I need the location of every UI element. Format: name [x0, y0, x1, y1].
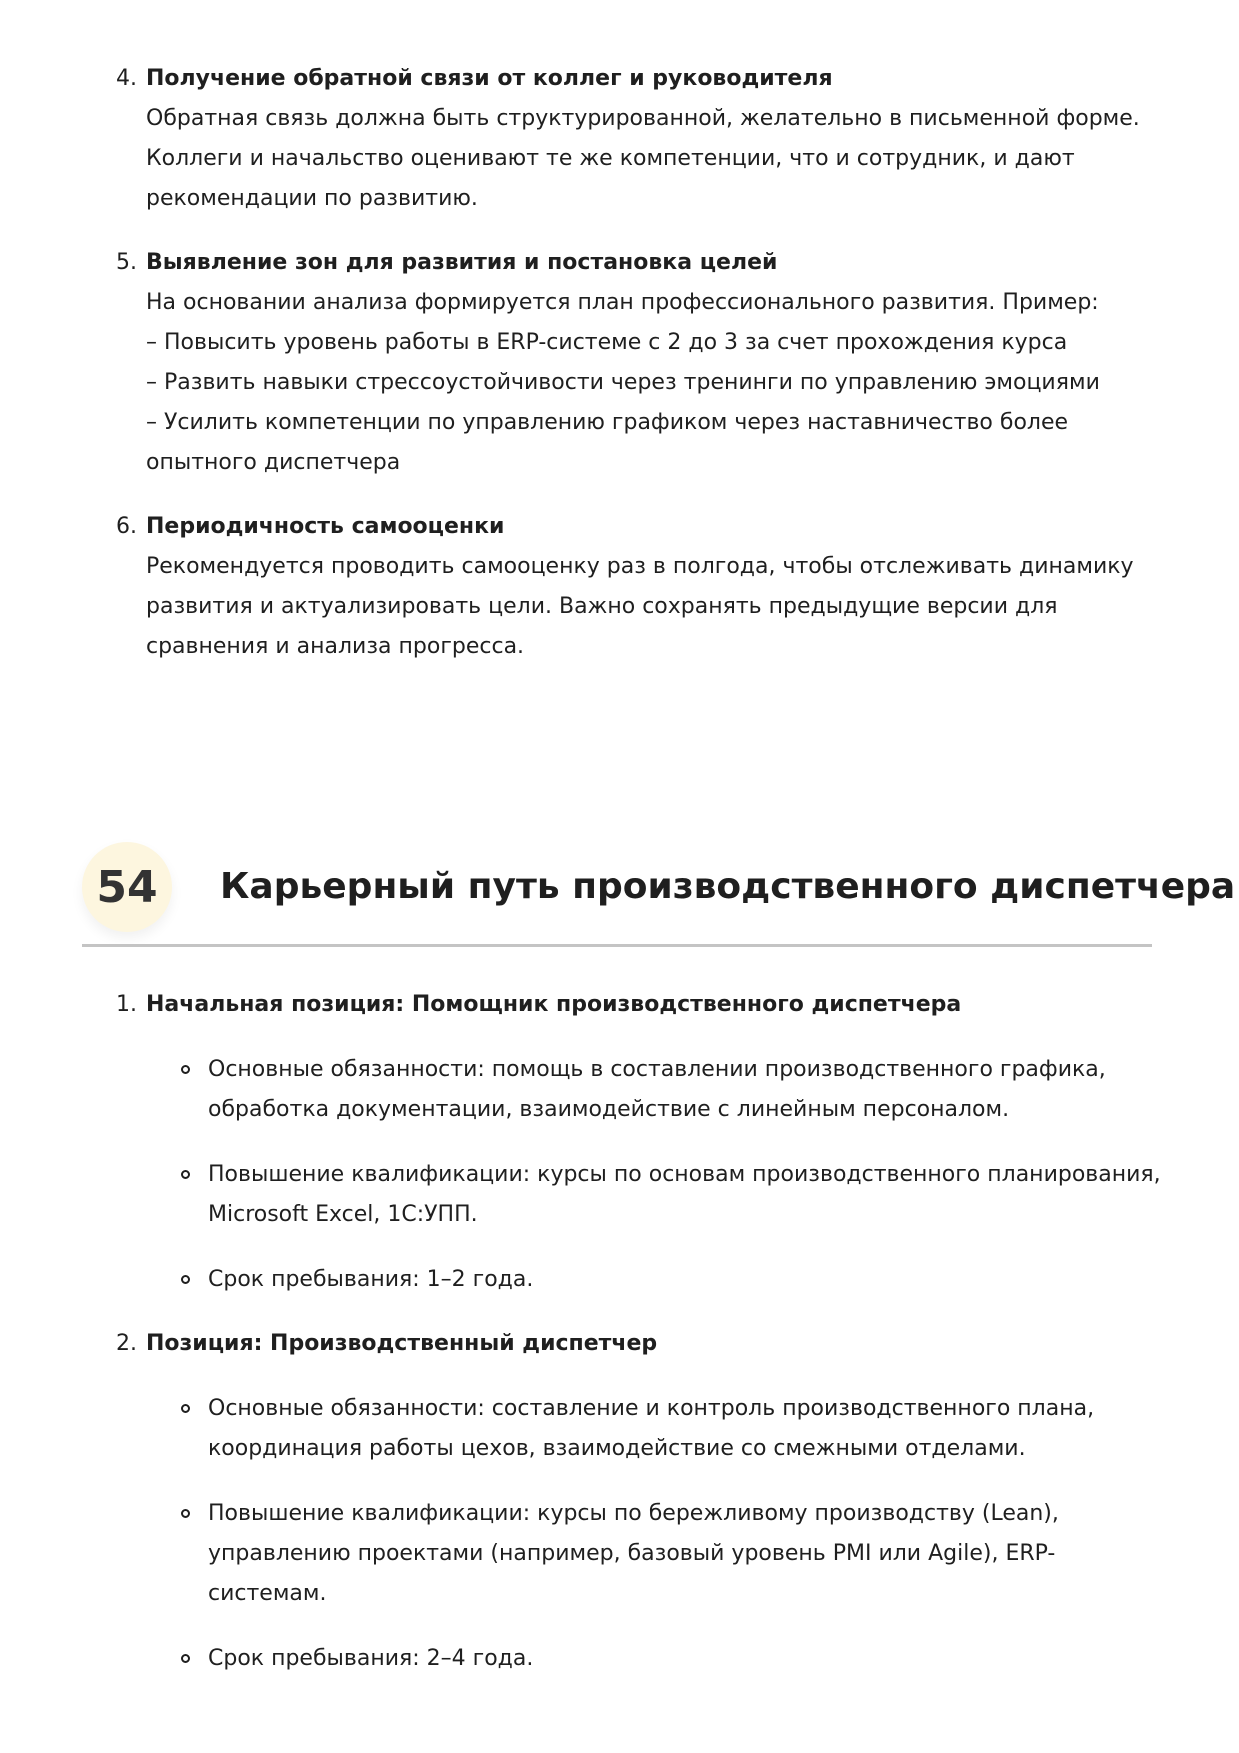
list-item-number: 1.: [116, 992, 137, 1017]
list-item: [0, 243, 1140, 483]
list-item-text-line: Рекомендуется проводить самооценку раз в полгода, чтобы отслеживать динамику: [146, 554, 1134, 579]
circle-bullet-icon: [181, 1275, 190, 1284]
bullet-text-line: Основные обязанности: составление и контроль производственного плана,: [208, 1396, 1095, 1421]
bullet-text-line: Срок пребывания: 2–4 года.: [208, 1646, 534, 1671]
list-item-number: 5.: [116, 250, 137, 275]
list-item-text-line: сравнения и анализа прогресса.: [146, 634, 525, 659]
circle-bullet-icon: [181, 1654, 190, 1663]
bullet-text-line: Срок пребывания: 1–2 года.: [208, 1267, 534, 1292]
list-item-title: Получение обратной связи от коллег и руководителя: [146, 66, 833, 91]
list-item-text-line: развития и актуализировать цели. Важно сохранять предыдущие версии для: [146, 594, 1058, 619]
bullet-item: [146, 1260, 1161, 1300]
list-item-number: 6.: [116, 514, 137, 539]
list-item-title: Выявление зон для развития и постановка целей: [146, 250, 778, 275]
bullet-text-line: Повышение квалификации: курсы по бережливому производству (Lean),: [208, 1501, 1059, 1526]
circle-bullet-icon: [181, 1065, 190, 1074]
bullet-text-line: обработка документации, взаимодействие с линейным персоналом.: [208, 1097, 1010, 1122]
bullet-item: [146, 1639, 1161, 1679]
list-item-text-line: Обратная связь должна быть структурированной, желательно в письменной форме.: [146, 106, 1140, 131]
bullet-text-line: Microsoft Excel, 1С:УПП.: [208, 1202, 478, 1227]
list-item-title: Начальная позиция: Помощник производственного диспетчера: [146, 992, 962, 1017]
circle-bullet-icon: [181, 1509, 190, 1518]
bullet-list: [146, 1050, 1161, 1300]
bullet-item: [146, 1389, 1161, 1469]
list-item-text-line: опытного диспетчера: [146, 450, 401, 475]
list-item-number: 4.: [116, 66, 137, 91]
numbered-list-self-assessment: [0, 59, 1140, 667]
bullet-item: [146, 1050, 1161, 1130]
bullet-item: [146, 1155, 1161, 1235]
circle-bullet-icon: [181, 1404, 190, 1413]
bullet-text-line: системам.: [208, 1581, 327, 1606]
circle-bullet-icon: [181, 1170, 190, 1179]
list-item: [0, 985, 1161, 1300]
section-divider: [82, 944, 1152, 947]
list-item-text-line: – Усилить компетенции по управлению графиком через наставничество более: [146, 410, 1069, 435]
list-item-text-line: – Развить навыки стрессоустойчивости через тренинги по управлению эмоциями: [146, 370, 1100, 395]
bullet-text-line: координация работы цехов, взаимодействие со смежными отделами.: [208, 1436, 1026, 1461]
bullet-text-line: управлению проектами (например, базовый уровень PMI или Agile), ERP-: [208, 1541, 1056, 1566]
section-number-badge: 54: [82, 842, 172, 932]
list-item-title: Периодичность самооценки: [146, 514, 505, 539]
bullet-text-line: Повышение квалификации: курсы по основам производственного планирования,: [208, 1162, 1161, 1187]
bullet-text-line: Основные обязанности: помощь в составлении производственного графика,: [208, 1057, 1106, 1082]
section-title: Карьерный путь производственного диспетчера: [220, 866, 1236, 907]
list-item: [0, 1324, 1161, 1679]
bullet-list: [146, 1389, 1161, 1679]
list-item: [0, 59, 1140, 219]
bullet-item: [146, 1494, 1161, 1614]
section-header: [82, 842, 1236, 952]
numbered-list-career-path: [0, 985, 1161, 1679]
list-item-title: Позиция: Производственный диспетчер: [146, 1331, 658, 1356]
list-item: [0, 507, 1140, 667]
list-item-text-line: рекомендации по развитию.: [146, 186, 478, 211]
list-item-text-line: На основании анализа формируется план профессионального развития. Пример:: [146, 290, 1099, 315]
list-item-text-line: Коллеги и начальство оценивают те же компетенции, что и сотрудник, и дают: [146, 146, 1075, 171]
list-item-text-line: – Повысить уровень работы в ERP-системе с 2 до 3 за счет прохождения курса: [146, 330, 1068, 355]
list-item-number: 2.: [116, 1331, 137, 1356]
